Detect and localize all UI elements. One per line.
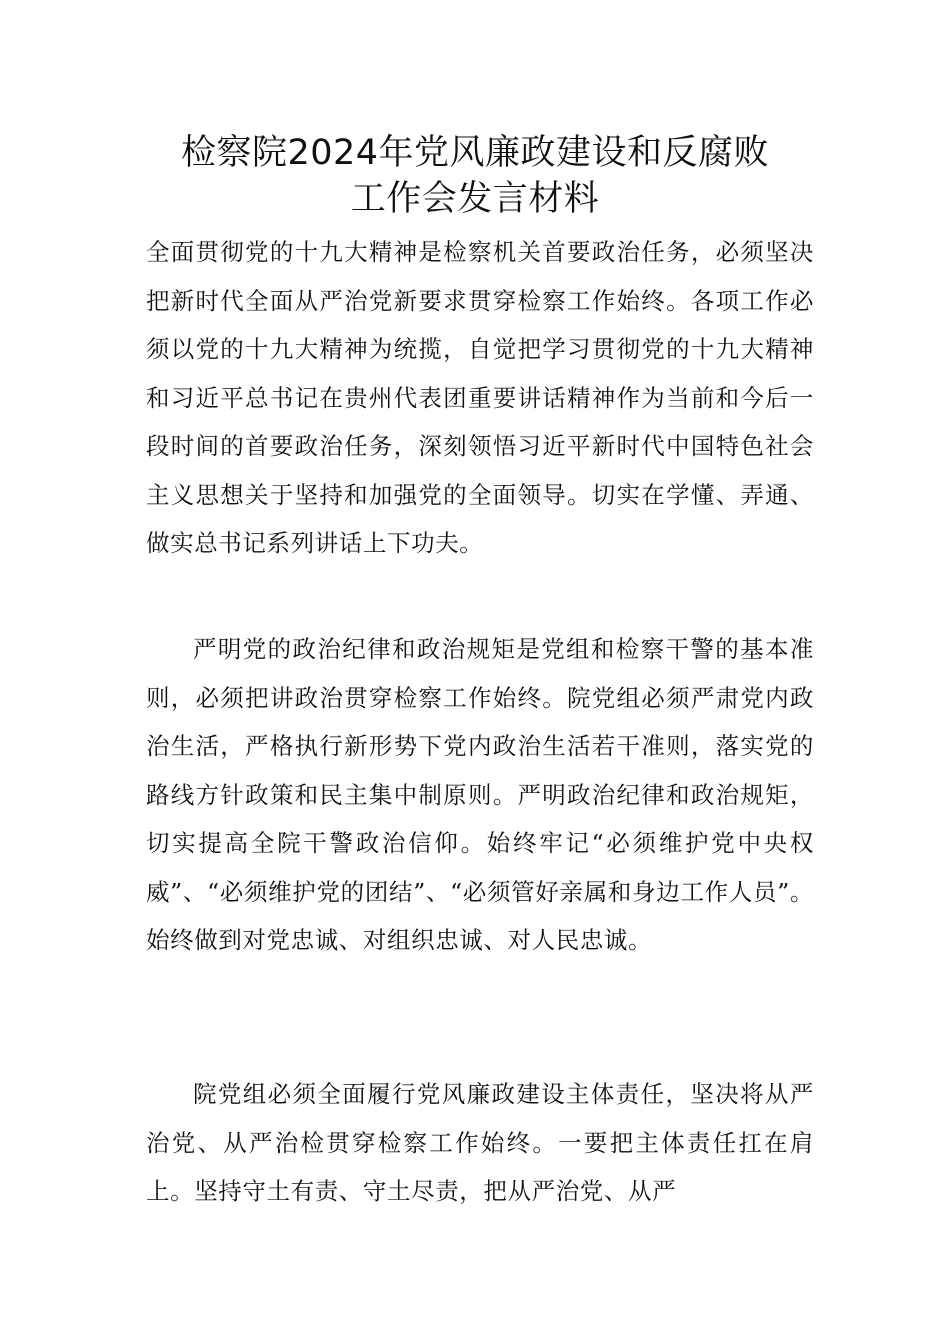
document-title-line-2: 工作会发言材料 [350, 179, 600, 219]
body-paragraph-2: 严明党的政治纪律和政治规矩是党组和检察干警的基本准则，必须把讲政治贯穿检察工作始终。院党组必须严肃党内政治生活，严格执行新形势下党内政治生活若干准则，落实党的路线方针政策和民主集中制原则。严明政治纪律和政治规矩，切实提高全院干警政治信仰。始终牢记“必须维护党中央权威”、“必须维护党的团结”、“必须管好亲属和身边工作人员”。始终做到对党忠诚、对组织忠诚、对人民忠诚。 [146, 635, 814, 954]
document-title-line-1: 检察院2024年党风廉政建设和反腐败 [180, 133, 770, 173]
body-paragraph-1: 全面贯彻党的十九大精神是检察机关首要政治任务，必须坚决把新时代全面从严治党新要求贯穿检察工作始终。各项工作必须以党的十九大精神为统揽，自觉把学习贯彻党的十九大精神和习近平总书记在贵州代表团重要讲话精神作为当前和今后一段时间的首要政治任务，深刻领悟习近平新时代中国特色社会主义思想关于坚持和加强党的全面领导。切实在学懂、弄通、做实总书记系列讲话上下功夫。 [146, 238, 814, 557]
body-paragraph-3: 院党组必须全面履行党风廉政建设主体责任，坚决将从严治党、从严治检贯穿检察工作始终。一要把主体责任扛在肩上。坚持守土有责、守土尽责，把从严治党、从严 [146, 1080, 814, 1205]
